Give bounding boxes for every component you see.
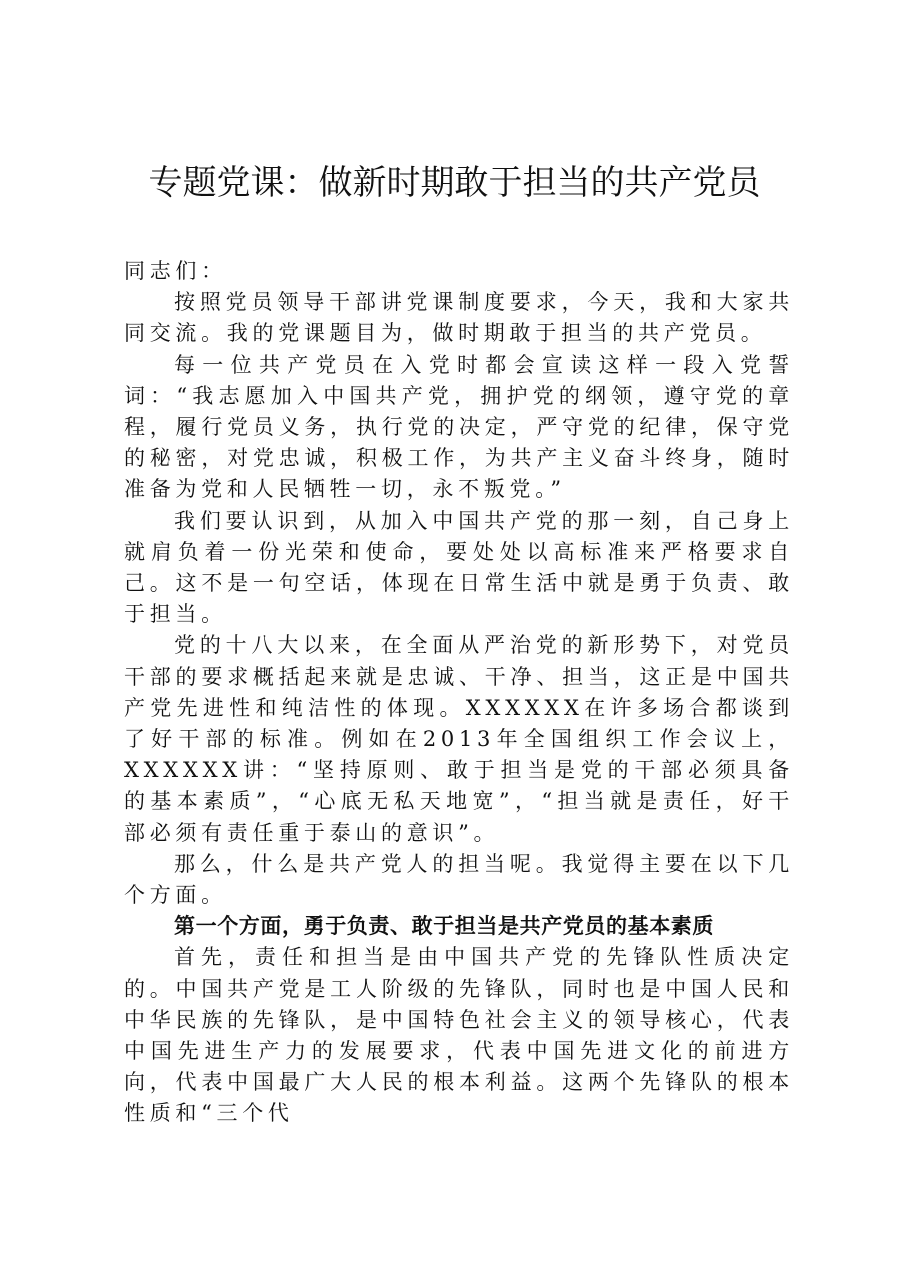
salutation: 同志们： bbox=[124, 259, 227, 283]
paragraph-responsibility: 我们要认识到，从加入中国共产党的那一刻，自己身上就肩负着一份光荣和使命，要处处以高标准来严格要求自己。这不是一句空话，体现在日常生活中就是勇于负责、敢于担当。 bbox=[124, 508, 794, 627]
paragraph-intro: 按照党员领导干部讲党课制度要求，今天，我和大家共同交流。我的党课题目为，做时期敢于担当的共产党员。 bbox=[124, 290, 794, 346]
document-title: 专题党课：做新时期敢于担当的共产党员 bbox=[148, 163, 761, 203]
section-heading: 第一个方面，勇于负责、敢于担当是共产党员的基本素质 bbox=[174, 914, 714, 939]
paragraph-vanguard: 首先，责任和担当是由中国共产党的先锋队性质决定的。中国共产党是工人阶级的先锋队，同时也是中国人民和中华民族的先锋队，是中国特色社会主义的领导核心，代表中国先进生产力的发展要求，代表中国先进文化的前进方向，代表中国最广大人民的根本利益。这两个先锋队的根本性质和“三个代 bbox=[124, 945, 794, 1126]
paragraph-oath: 每一位共产党员在入党时都会宣读这样一段入党誓词：“我志愿加入中国共产党，拥护党的纲领，遵守党的章程，履行党员义务，执行党的决定，严守党的纪律，保守党的秘密，对党忠诚，积极工作，为共产主义奋斗终身，随时准备为党和人民牺牲一切，永不叛党。” bbox=[124, 352, 794, 502]
paragraph-question: 那么，什么是共产党人的担当呢。我觉得主要在以下几个方面。 bbox=[124, 851, 794, 908]
document-body bbox=[124, 256, 794, 1130]
paragraph-requirements: 党的十八大以来，在全面从严治党的新形势下，对党员干部的要求概括起来就是忠诚、干净、担当，这正是中国共产党先进性和纯洁性的体现。XXXXXX在许多场合都谈到了好干部的标准。例如在2013年全国组织工作会议上，XXXXXX讲：“坚持原则、敢于担当是党的干部必须具备的基本素质”，“心底无私天地宽”，“担当就是责任，好干部必须有责任重于泰山的意识”。 bbox=[124, 633, 794, 845]
